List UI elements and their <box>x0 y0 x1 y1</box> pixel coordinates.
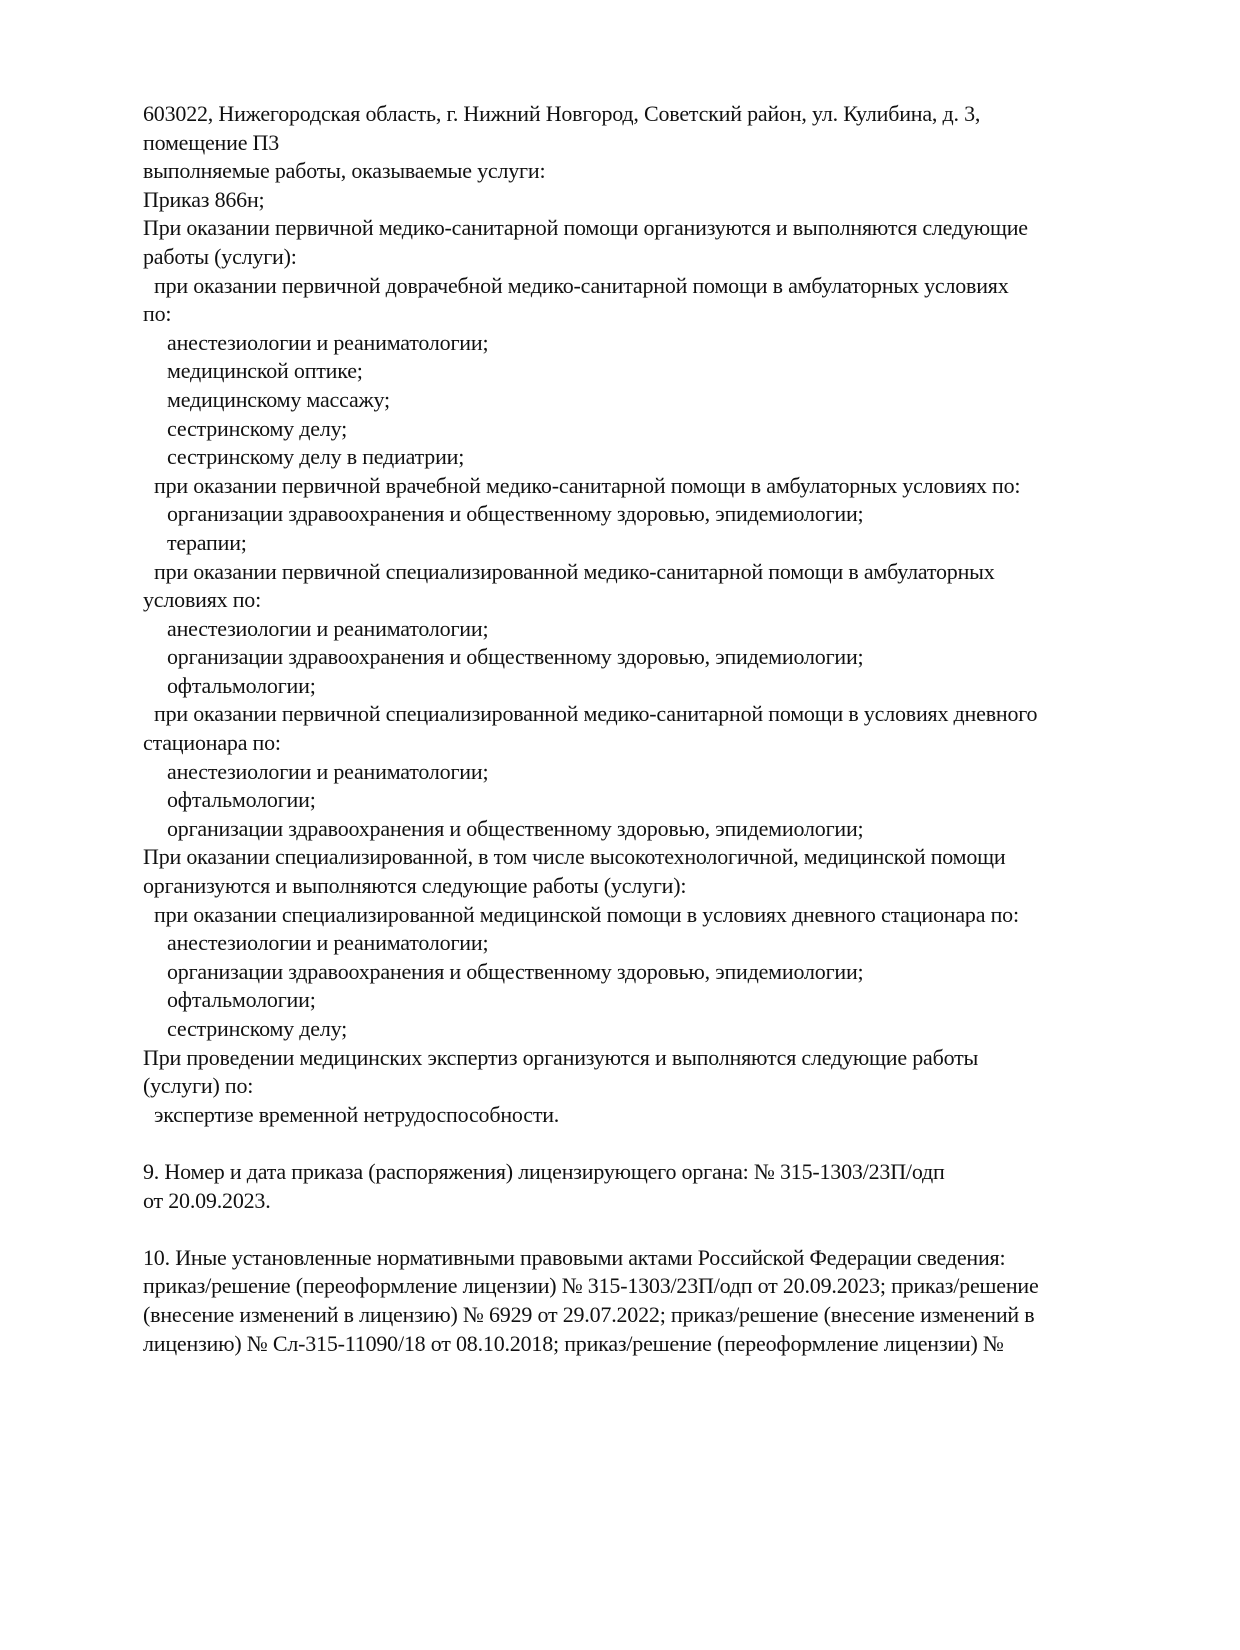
text-line: по: <box>143 301 172 327</box>
text-line: при оказании первичной доврачебной медико-санитарной помощи в амбулаторных условиях <box>154 272 1009 298</box>
text-line: при оказании первичной специализированной медико-санитарной помощи в условиях дневного <box>154 701 1038 727</box>
text-line: анестезиологии и реаниматологии; <box>167 758 489 784</box>
text-line: выполняемые работы, оказываемые услуги: <box>143 158 546 184</box>
text-line: При оказании первичной медико-санитарной помощи организуются и выполняются следующие <box>143 215 1028 241</box>
text-line: При проведении медицинских экспертиз организуются и выполняются следующие работы <box>143 1044 979 1070</box>
text-line: анестезиологии и реаниматологии; <box>167 329 489 355</box>
text-line: терапии; <box>167 529 247 555</box>
text-line: анестезиологии и реаниматологии; <box>167 930 489 956</box>
section-10-line: 10. Иные установленные нормативными правовыми актами Российской Федерации сведения: <box>143 1244 1006 1270</box>
text-line: офтальмологии; <box>167 987 316 1013</box>
section-10 <box>143 1244 1143 1358</box>
text-line: (услуги) по: <box>143 1073 254 1099</box>
text-line: Приказ 866н; <box>143 186 265 212</box>
text-line: при оказании специализированной медицинской помощи в условиях дневного стационара по: <box>154 901 1019 927</box>
section-9-line: 9. Номер и дата приказа (распоряжения) лицензирующего органа: № 315-1303/23П/одп <box>143 1158 945 1184</box>
spacer <box>143 1215 1143 1244</box>
text-line: офтальмологии; <box>167 672 316 698</box>
text-line: работы (услуги): <box>143 243 297 269</box>
text-line: 603022, Нижегородская область, г. Нижний Новгород, Советский район, ул. Кулибина, д. 3, <box>143 101 981 126</box>
section-9-line: от 20.09.2023. <box>143 1187 271 1213</box>
text-line: стационара по: <box>143 730 281 756</box>
text-line: при оказании первичной врачебной медико-санитарной помощи в амбулаторных условиях по: <box>154 472 1021 498</box>
document-page <box>143 100 1143 1358</box>
text-line: условиях по: <box>143 587 262 613</box>
text-line: сестринскому делу в педиатрии; <box>167 444 465 470</box>
text-line: медицинскому массажу; <box>167 386 390 412</box>
text-line: организации здравоохранения и общественному здоровью, эпидемиологии; <box>167 644 864 670</box>
text-line: офтальмологии; <box>167 787 316 813</box>
services-list <box>143 100 1143 1129</box>
spacer <box>143 1129 1143 1158</box>
section-10-line: (внесение изменений в лицензию) № 6929 от 29.07.2022; приказ/решение (внесение изменений в <box>143 1301 1035 1327</box>
text-line: организуются и выполняются следующие работы (услуги): <box>143 873 687 899</box>
text-line: помещение П3 <box>143 129 280 155</box>
text-line: организации здравоохранения и общественному здоровью, эпидемиологии; <box>167 501 864 527</box>
section-10-line: приказ/решение (переоформление лицензии) № 315-1303/23П/одп от 20.09.2023; приказ/решение <box>143 1273 1039 1299</box>
text-line: анестезиологии и реаниматологии; <box>167 615 489 641</box>
text-line: экспертизе временной нетрудоспособности. <box>154 1101 560 1127</box>
section-10-line: лицензию) № Сл-315-11090/18 от 08.10.2018; приказ/решение (переоформление лицензии) № <box>143 1330 1004 1356</box>
text-line: медицинской оптике; <box>167 358 363 384</box>
text-line: сестринскому делу; <box>167 1016 348 1041</box>
text-line: организации здравоохранения и общественному здоровью, эпидемиологии; <box>167 958 864 984</box>
text-line: сестринскому делу; <box>167 415 348 441</box>
text-line: организации здравоохранения и общественному здоровью, эпидемиологии; <box>167 815 864 841</box>
text-line: При оказании специализированной, в том числе высокотехнологичной, медицинской помощи <box>143 844 1006 870</box>
text-line: при оказании первичной специализированной медико-санитарной помощи в амбулаторных <box>154 558 995 584</box>
section-9 <box>143 1158 1143 1215</box>
